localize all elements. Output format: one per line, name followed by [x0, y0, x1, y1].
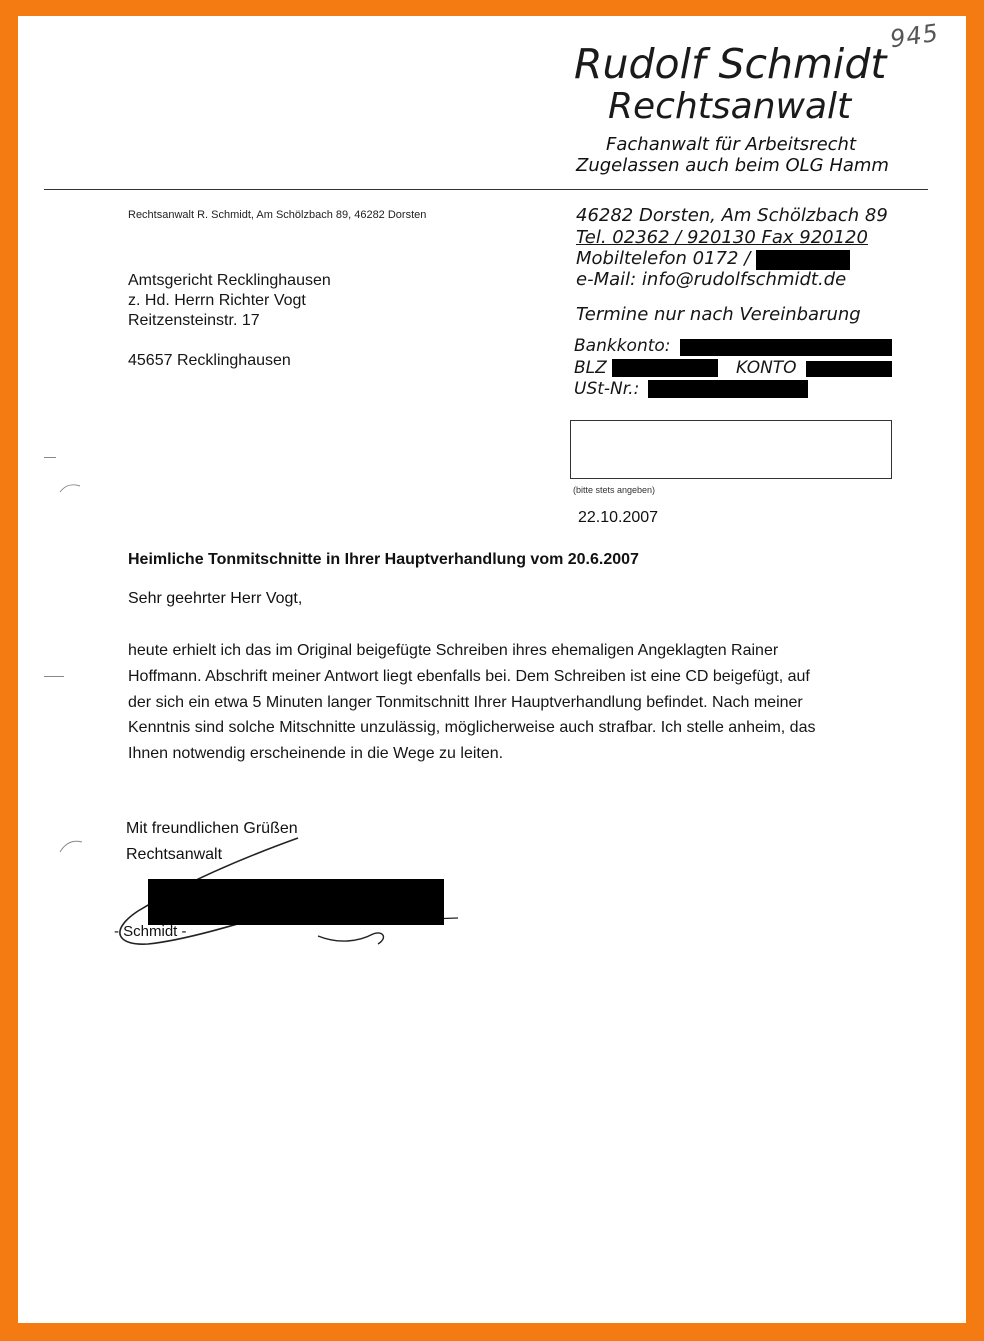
letter-page — [18, 16, 966, 1323]
vat-number-label: USt-Nr.: — [574, 379, 640, 399]
contact-email: e-Mail: info@rudolfschmidt.de — [576, 269, 847, 290]
reference-box — [570, 420, 892, 479]
redaction-mobile — [756, 250, 850, 270]
closing-greeting: Mit freundlichen Grüßen — [126, 820, 298, 837]
closing-role: Rechtsanwalt — [126, 846, 223, 863]
scan-mark — [58, 838, 88, 856]
redaction-signature — [148, 879, 444, 925]
salutation: Sehr geehrter Herr Vogt, — [128, 590, 303, 607]
redaction-account-number — [806, 361, 892, 377]
scan-mark — [58, 482, 88, 496]
contact-mobile: Mobiltelefon 0172 / — [576, 248, 751, 269]
recipient-attention: z. Hd. Herrn Richter Vogt — [128, 292, 306, 309]
body-line: der sich ein etwa 5 Minuten langer Tonmitschnitt Ihrer Hauptverhandlung befindet. Nach meiner — [128, 693, 803, 711]
body-line: heute erhielt ich das im Original beigefügte Schreiben ihres ehemaligen Angeklagten Rainer — [128, 642, 779, 659]
recipient-court: Amtsgericht Recklinghausen — [128, 272, 331, 289]
letter-subject: Heimliche Tonmitschnitte in Ihrer Hauptverhandlung vom 20.6.2007 — [128, 551, 639, 568]
handwritten-page-number: 945 — [888, 18, 941, 54]
redaction-vat-number — [648, 380, 808, 398]
bank-code-label: BLZ — [574, 358, 607, 378]
signature-name: - Schmidt - — [114, 923, 187, 940]
recipient-street: Reitzensteinstr. 17 — [128, 312, 260, 329]
reference-note: (bitte stets angeben) — [573, 485, 656, 495]
contact-phone-fax: Tel. 02362 / 920130 Fax 920120 — [576, 227, 868, 248]
letterhead-title: Rechtsanwalt — [608, 86, 852, 127]
scan-mark — [44, 457, 56, 458]
body-line: Ihnen notwendig erscheinende in die Wege zu leiten. — [128, 745, 504, 763]
body-line: Hoffmann. Abschrift meiner Antwort liegt ebenfalls bei. Dem Schreiben ist eine CD beigefügt, auf — [128, 667, 810, 685]
letterhead-divider — [44, 189, 928, 190]
letter-body — [128, 638, 888, 767]
letterhead-admission: Zugelassen auch beim OLG Hamm — [576, 155, 889, 176]
contact-appointments: Termine nur nach Vereinbarung — [576, 304, 861, 325]
recipient-city: 45657 Recklinghausen — [128, 352, 291, 369]
letterhead-name: Rudolf Schmidt — [574, 40, 887, 88]
scan-mark — [44, 676, 64, 677]
bank-account-label: Bankkonto: — [574, 336, 671, 356]
letter-date: 22.10.2007 — [578, 509, 659, 526]
sender-return-line: Rechtsanwalt R. Schmidt, Am Schölzbach 89, 46282 Dorsten — [128, 209, 427, 221]
body-line: Kenntnis sind solche Mitschnitte unzulässig, möglicherweise auch strafbar. Ich stelle anheim, das — [128, 719, 816, 737]
redaction-bank-account — [680, 339, 892, 356]
account-number-label: KONTO — [736, 358, 797, 378]
redaction-bank-code — [612, 359, 718, 377]
letterhead-specialty: Fachanwalt für Arbeitsrecht — [606, 134, 857, 155]
contact-address: 46282 Dorsten, Am Schölzbach 89 — [576, 205, 888, 226]
